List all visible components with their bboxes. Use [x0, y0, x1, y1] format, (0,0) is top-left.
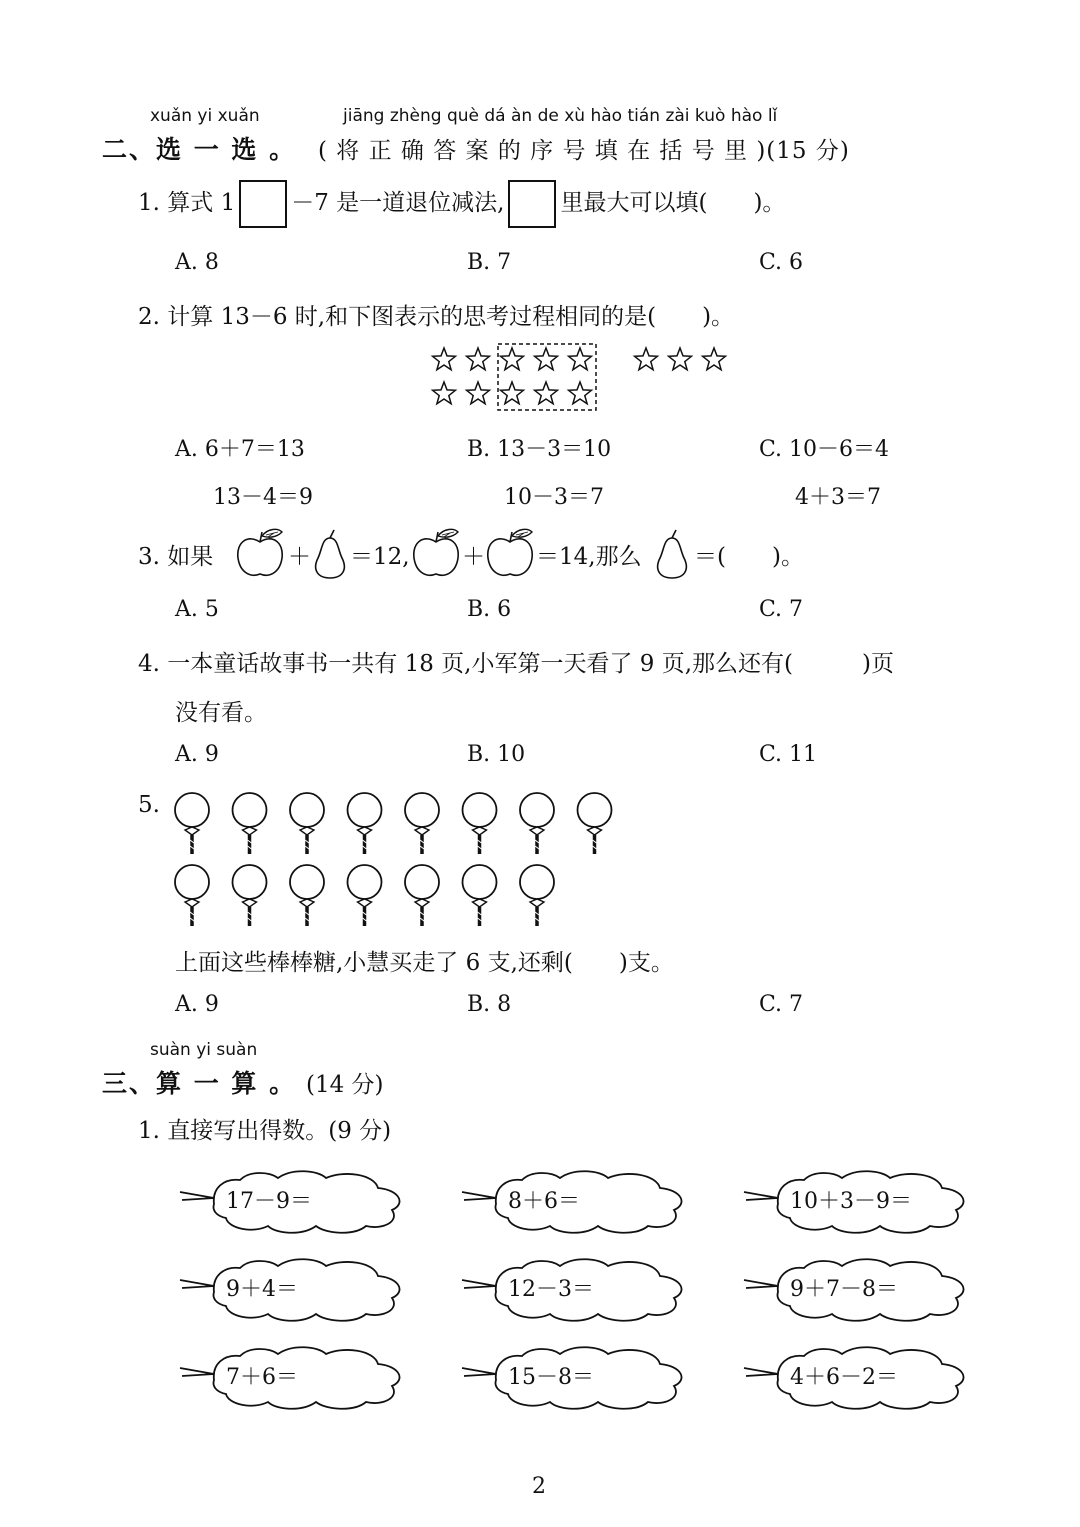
- expression: 15－8＝: [508, 1365, 594, 1390]
- lollipop-icon: [290, 793, 324, 854]
- question-3-1: 1. 直接写出得数。(9 分): [138, 1118, 392, 1144]
- leaf-expr-3: [742, 1164, 972, 1234]
- q1-option-b[interactable]: B. 7: [467, 250, 512, 275]
- section-title-2: 二、选 一 选 。: [102, 135, 297, 164]
- lollipop-icon: [348, 793, 382, 854]
- star-icon: [569, 348, 592, 370]
- expression: 12－3＝: [508, 1277, 594, 1302]
- eq-14: ＝14,那么: [536, 544, 642, 570]
- leaf-expr-7: [178, 1340, 408, 1410]
- question-2: 2. 计算 13－6 时,和下图表示的思考过程相同的是( )。: [138, 304, 735, 330]
- section-instruction-2: ( 将 正 确 答 案 的 序 号 填 在 括 号 里 )(15 分): [318, 138, 850, 164]
- pear-icon: [310, 528, 350, 584]
- leaf-expr-6: [742, 1252, 972, 1322]
- q5-option-a[interactable]: A. 9: [175, 992, 219, 1017]
- star-icon: [501, 348, 524, 370]
- q1-option-c[interactable]: C. 6: [759, 250, 804, 275]
- section-title-3: 三、算 一 算 。: [102, 1069, 297, 1098]
- blank-box[interactable]: [239, 180, 287, 228]
- leaf-expr-2: [460, 1164, 690, 1234]
- lollipop-icon: [175, 865, 209, 926]
- pinyin-title-2: xuǎn yi xuǎn: [150, 106, 260, 126]
- pear-icon: [652, 528, 692, 584]
- star-icon: [635, 348, 658, 370]
- leaf-expr-5: [460, 1252, 690, 1322]
- q1-option-a[interactable]: A. 8: [175, 250, 219, 275]
- q3-option-c[interactable]: C. 7: [759, 597, 804, 622]
- lollipop-icon: [348, 865, 382, 926]
- star-icon: [501, 382, 524, 404]
- q2-option-a-line2: 13－4＝9: [213, 485, 313, 510]
- lollipop-icon: [578, 793, 612, 854]
- lollipop-icon: [463, 793, 497, 854]
- expression: 7＋6＝: [226, 1365, 298, 1390]
- leaf-expr-9: [742, 1340, 972, 1410]
- star-icon: [467, 382, 490, 404]
- pinyin-instruction-2: jiāng zhèng què dá àn de xù hào tián zài kuò hào lǐ: [343, 106, 778, 126]
- expression: 10＋3－9＝: [790, 1189, 912, 1214]
- q3-option-b[interactable]: B. 6: [467, 597, 512, 622]
- q5-option-c[interactable]: C. 7: [759, 992, 804, 1017]
- page-number: 2: [532, 1474, 546, 1499]
- lollipop-icon: [463, 865, 497, 926]
- blank-box[interactable]: [508, 180, 556, 228]
- star-diagram: [430, 342, 740, 418]
- star-icon: [535, 382, 558, 404]
- q2-option-c-line2: 4＋3＝7: [795, 485, 881, 510]
- q5-option-b[interactable]: B. 8: [467, 992, 512, 1017]
- leaf-expr-8: [460, 1340, 690, 1410]
- expression: 4＋6－2＝: [790, 1365, 898, 1390]
- question-3-num: 3. 如果: [138, 544, 214, 570]
- q2-option-a[interactable]: A. 6＋7＝13: [175, 437, 305, 462]
- star-icon: [467, 348, 490, 370]
- pinyin-title-3: suàn yi suàn: [150, 1040, 258, 1060]
- plus-sign: ＋: [462, 544, 485, 570]
- plus-sign: ＋: [288, 544, 311, 570]
- q3-answer: ＝( )。: [694, 544, 804, 570]
- leaf-expr-4: [178, 1252, 408, 1322]
- q2-option-b[interactable]: B. 13－3＝10: [467, 437, 612, 462]
- eq-12: ＝12,: [350, 544, 410, 570]
- question-4: 4. 一本童话故事书一共有 18 页,小军第一天看了 9 页,那么还有( )页: [138, 651, 894, 677]
- star-icon: [703, 348, 726, 370]
- question-1: 1. 算式 1 －7 是一道退位减法, 里最大可以填( )。: [138, 180, 785, 228]
- q3-option-a[interactable]: A. 5: [175, 597, 219, 622]
- expression: 17－9＝: [226, 1189, 312, 1214]
- question-5-text: 上面这些棒棒糖,小慧买走了 6 支,还剩( )支。: [175, 950, 674, 976]
- lollipop-icon: [520, 865, 554, 926]
- question-4-line2: 没有看。: [175, 700, 267, 726]
- lollipop-grid: [170, 790, 630, 934]
- apple-icon: [234, 528, 286, 584]
- lollipop-icon: [290, 865, 324, 926]
- star-icon: [433, 382, 456, 404]
- lollipop-icon: [520, 793, 554, 854]
- q4-option-a[interactable]: A. 9: [175, 742, 219, 767]
- star-icon: [535, 348, 558, 370]
- q2-option-c[interactable]: C. 10－6＝4: [759, 437, 890, 462]
- star-icon: [569, 382, 592, 404]
- q4-option-b[interactable]: B. 10: [467, 742, 526, 767]
- lollipop-icon: [405, 793, 439, 854]
- lollipop-icon: [233, 793, 267, 854]
- leaf-expr-1: [178, 1164, 408, 1234]
- expression: 9＋4＝: [226, 1277, 298, 1302]
- lollipop-icon: [405, 865, 439, 926]
- q4-option-c[interactable]: C. 11: [759, 742, 818, 767]
- expression: 8＋6＝: [508, 1189, 580, 1214]
- apple-icon: [484, 528, 536, 584]
- star-icon: [433, 348, 456, 370]
- q2-option-b-line2: 10－3＝7: [504, 485, 604, 510]
- lollipop-icon: [233, 865, 267, 926]
- apple-icon: [410, 528, 462, 584]
- star-icon: [669, 348, 692, 370]
- section-score-3: (14 分): [306, 1072, 384, 1098]
- expression: 9＋7－8＝: [790, 1277, 898, 1302]
- lollipop-icon: [175, 793, 209, 854]
- question-5-num: 5.: [138, 792, 160, 818]
